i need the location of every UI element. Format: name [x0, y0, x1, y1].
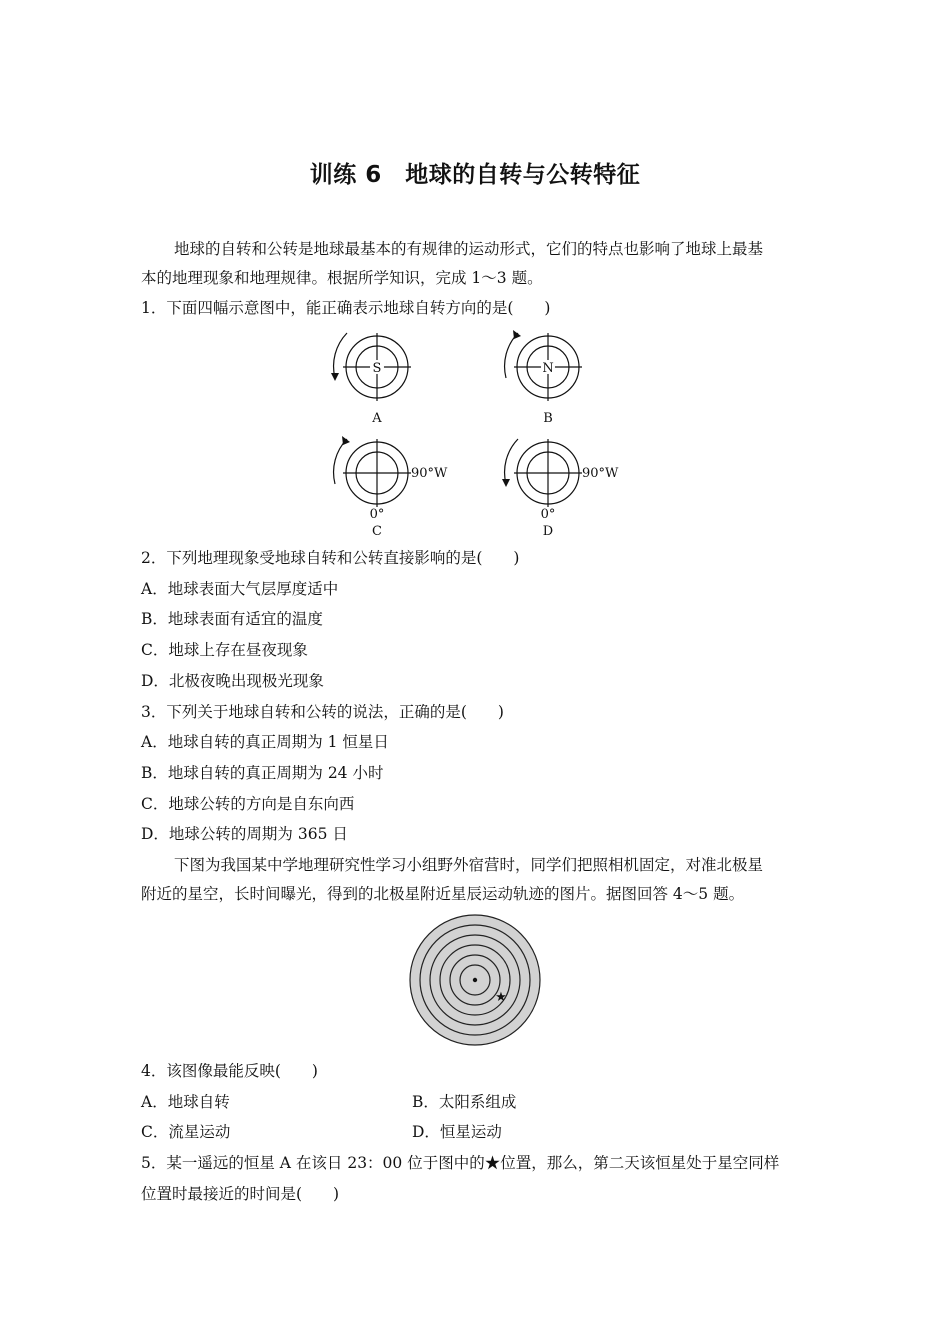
question-4-option-c: C．流星运动: [141, 1123, 231, 1141]
longitude-label-90w: 90°W: [582, 466, 619, 481]
question-5-line-1: 5．某一遥远的恒星 A 在该日 23：00 位于图中的★位置，那么，第二天该恒星处于星空同样: [141, 1154, 780, 1172]
question-3-option-b: B．地球自转的真正周期为 24 小时: [141, 764, 384, 782]
caption-c: C: [372, 524, 382, 539]
question-1-stem: 1．下面四幅示意图中，能正确表示地球自转方向的是( ): [141, 299, 551, 317]
question-2-option-a: A．地球表面大气层厚度适中: [141, 580, 339, 598]
question-3-stem: 3．下列关于地球自转和公转的说法，正确的是( ): [141, 703, 504, 721]
arrowhead-icon: [342, 436, 350, 445]
question-2-option-d: D．北极夜晚出现极光现象: [141, 672, 324, 690]
rotation-arrow-icon: [334, 333, 347, 378]
question-4-stem: 4．该图像最能反映( ): [141, 1062, 318, 1080]
arrowhead-icon: [502, 479, 510, 487]
rotation-arrow-icon: [505, 439, 518, 484]
question-2-option-b: B．地球表面有适宜的温度: [141, 610, 323, 628]
question-4-option-d: D．恒星运动: [412, 1123, 502, 1141]
star-trail-figure: [409, 913, 543, 1047]
passage-2-line-2: 附近的星空，长时间曝光，得到的北极星附近星辰运动轨迹的图片。据图回答 4～5 题。: [141, 885, 745, 903]
intro-line-1: 地球的自转和公转是地球最基本的有规律的运动形式，它们的特点也影响了地球上最基: [174, 240, 764, 258]
polaris-dot: [473, 978, 477, 982]
arrowhead-icon: [513, 330, 521, 339]
question-5-line-2: 位置时最接近的时间是( ): [141, 1185, 340, 1203]
question-3-option-c: C．地球公转的方向是自东向西: [141, 795, 355, 813]
rotation-arrow-icon: [334, 439, 347, 484]
longitude-label-90w: 90°W: [411, 466, 448, 481]
star-icon: ★: [495, 990, 507, 1005]
diagram-a: [325, 330, 435, 430]
longitude-label-0: 0°: [540, 507, 556, 522]
passage-2-line-1: 下图为我国某中学地理研究性学习小组野外宿营时，同学们把照相机固定，对准北极星: [174, 856, 764, 874]
question-4-option-b: B．太阳系组成: [412, 1093, 517, 1111]
caption-b: B: [543, 411, 553, 426]
arrowhead-icon: [331, 373, 339, 381]
pole-label-n: N: [542, 361, 554, 376]
diagram-b: [496, 330, 606, 430]
longitude-label-0: 0°: [369, 507, 385, 522]
caption-a: A: [372, 411, 382, 426]
pole-label-s: S: [372, 361, 382, 376]
question-3-option-d: D．地球公转的周期为 365 日: [141, 825, 348, 843]
question-3-option-a: A．地球自转的真正周期为 1 恒星日: [141, 733, 389, 751]
caption-d: D: [542, 524, 554, 539]
diagram-d: [496, 436, 636, 542]
question-2-option-c: C．地球上存在昼夜现象: [141, 641, 308, 659]
intro-line-2: 本的地理现象和地理规律。根据所学知识，完成 1～3 题。: [141, 269, 543, 287]
question-2-stem: 2．下列地理现象受地球自转和公转直接影响的是( ): [141, 549, 520, 567]
page-title: 训练 6 地球的自转与公转特征: [309, 162, 641, 188]
rotation-arrow-icon: [505, 333, 518, 378]
diagram-c: [325, 436, 465, 542]
question-4-option-a: A．地球自转: [141, 1093, 230, 1111]
